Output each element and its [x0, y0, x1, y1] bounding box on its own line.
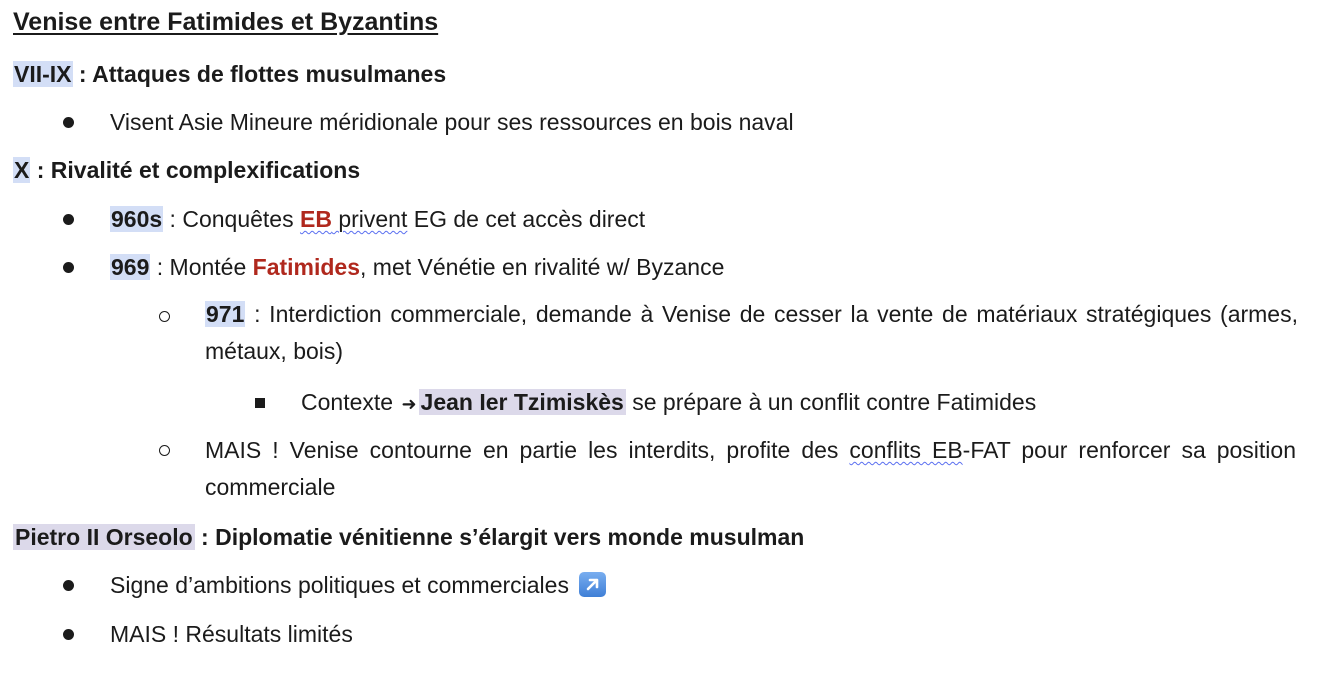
list-item: [301, 386, 1036, 420]
text-span: Signe d’ambitions politiques et commerciales: [110, 572, 569, 598]
bullet-disc-icon: [63, 106, 74, 138]
section-heading-orseolo: [13, 521, 804, 553]
list-item: [110, 569, 606, 601]
text-span: : Montée: [150, 254, 253, 280]
text-span: MAIS ! Venise contourne en partie les interdits, profite des: [205, 437, 850, 463]
date-tag: 971: [206, 301, 245, 327]
list-item: [110, 251, 724, 283]
text-span: , met Vénétie en rivalité w/ Byzance: [360, 254, 725, 280]
person-tag: Pietro II Orseolo: [15, 524, 193, 550]
list-item: MAIS ! Résultats limités: [110, 621, 353, 647]
section-heading-vii-ix: [13, 58, 446, 90]
list-item: [205, 432, 1296, 506]
bullet-disc-icon: [63, 203, 74, 235]
period-tag: X: [14, 157, 30, 183]
period-tag: VII-IX: [14, 61, 72, 87]
arrow-right-icon: ➜: [401, 394, 417, 414]
heading-text: : Rivalité et complexifications: [30, 157, 361, 183]
eb-label: EB: [299, 206, 332, 232]
fatimides-label: Fatimides: [252, 254, 361, 280]
date-tag: 960s: [111, 206, 163, 232]
spellcheck-span: conflits EB: [849, 437, 963, 463]
list-item: Visent Asie Mineure méridionale pour ses ressources en bois naval: [110, 109, 794, 135]
text-span: -FAT pour renforcer sa position commerciale: [205, 437, 1297, 500]
date-tag: 969: [111, 254, 150, 280]
text-span: Contexte: [301, 389, 400, 415]
up-right-arrow-icon: [579, 572, 606, 597]
bullet-circle-icon: [159, 300, 170, 332]
heading-text: : Diplomatie vénitienne s’élargit vers monde musulman: [194, 524, 805, 550]
text-span: : Conquêtes: [163, 206, 300, 232]
bullet-disc-icon: [63, 569, 74, 601]
spellcheck-span: privent: [331, 206, 408, 232]
bullet-disc-icon: [63, 618, 74, 650]
bullet-circle-icon: [159, 434, 170, 466]
person-tag: Jean Ier Tzimiskès: [420, 389, 624, 415]
document-title: Venise entre Fatimides et Byzantins: [13, 8, 439, 36]
heading-text: : Attaques de flottes musulmanes: [72, 61, 447, 87]
section-heading-x: [13, 154, 360, 186]
list-item: [205, 296, 1298, 370]
text-span: se prépare à un conflit contre Fatimides: [625, 389, 1037, 415]
text-span: : Interdiction commerciale, demande à Venise de cesser la vente de matériaux stratégiques (armes, métaux, bois): [205, 301, 1298, 364]
text-span: EG de cet accès direct: [407, 206, 646, 232]
list-item: [110, 203, 645, 235]
bullet-disc-icon: [63, 251, 74, 283]
bullet-square-icon: [255, 386, 265, 418]
